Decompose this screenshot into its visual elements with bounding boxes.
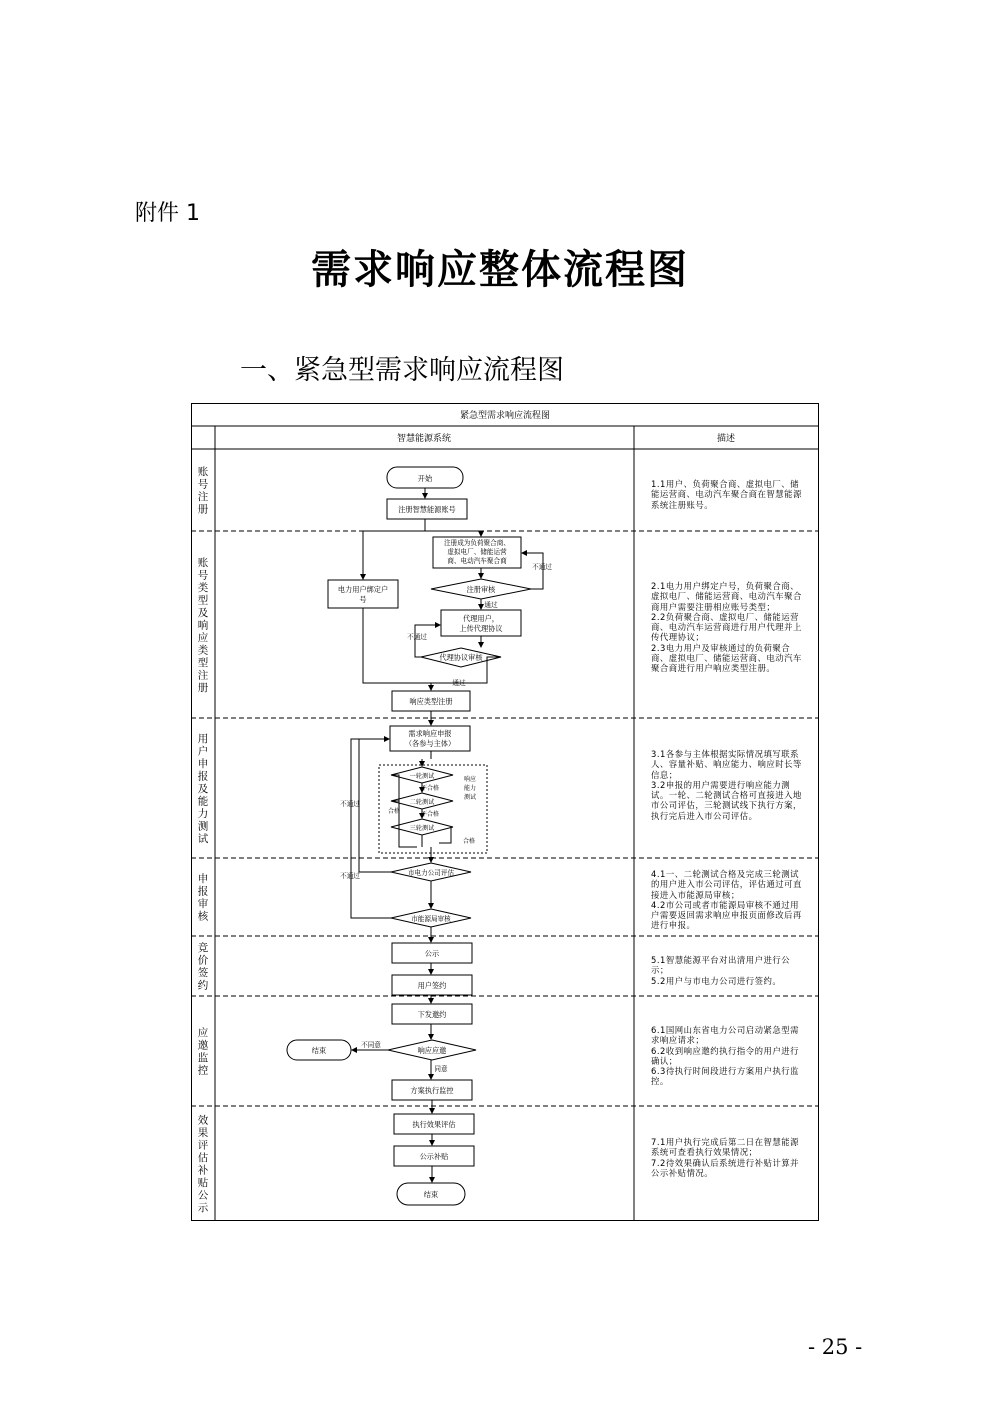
lane-label-2: 用户申报及能力测试 xyxy=(197,732,209,845)
desc-line: 5.1智慧能源平台对出清用户进行公示； xyxy=(651,955,791,976)
demand-declare-label-2: （各参与主体） xyxy=(404,739,456,748)
column-header-system: 智慧能源系统 xyxy=(396,434,452,444)
table-title: 紧急型需求响应流程图 xyxy=(459,411,551,421)
register-pass-label: 通过 xyxy=(484,601,498,609)
proxy-not-pass-label: 不通过 xyxy=(407,633,427,641)
city-eval-label: 市电力公司评估 xyxy=(407,869,455,877)
lane-label-3: 申报审核 xyxy=(197,873,209,923)
test1-label: 一轮测试 xyxy=(409,773,435,780)
capacity-test-label-3: 测试 xyxy=(463,794,477,801)
test2-fail-label: 不合格 xyxy=(420,811,440,818)
lane-label-6: 效果评估补贴公示 xyxy=(197,1114,209,1214)
bind-account-label-2: 号 xyxy=(359,595,367,604)
bind-account-label-1: 电力用户绑定户 xyxy=(337,585,389,594)
column-header-description: 描述 xyxy=(716,434,736,444)
proxy-review-label: 代理协议审核 xyxy=(439,653,483,662)
test2-label: 二轮测试 xyxy=(409,799,435,806)
desc-line: 3.2申报的用户需要进行响应能力测试。一轮、二轮测试合格可直接进入地市公司评估，三轮测试线下执行方案，执行完后进入市公司评估。 xyxy=(651,779,802,821)
lane-label-4: 竞价签约 xyxy=(197,942,209,992)
desc-line: 7.1用户执行完成后第二日在智慧能源系统可查看执行效果情况； xyxy=(651,1137,799,1158)
flowchart-table xyxy=(191,403,819,1221)
desc-bid-sign xyxy=(651,955,807,986)
section-title: 一、紧急型需求响应流程图 xyxy=(240,355,564,386)
disagree-label: 不同意 xyxy=(361,1041,381,1049)
desc-line: 6.1国网山东省电力公司启动紧急型需求响应请求； xyxy=(651,1025,799,1046)
register-not-pass-label: 不通过 xyxy=(532,563,552,571)
desc-declare-test xyxy=(651,749,807,821)
register-as-label-1: 注册成为负荷聚合商、 xyxy=(444,539,510,547)
agree-label: 同意 xyxy=(434,1065,448,1073)
capacity-test-label-2: 能力 xyxy=(463,785,477,792)
desc-line: 2.2负荷聚合商、虚拟电厂、储能运营商、电动汽车运营商进行用户代理并上传代理协议； xyxy=(651,611,802,643)
capacity-test-label-1: 响应 xyxy=(463,776,477,783)
effect-eval-label: 执行效果评估 xyxy=(412,1120,456,1129)
user-sign-label: 用户签约 xyxy=(417,981,447,990)
response-type-register-label: 响应类型注册 xyxy=(409,697,453,706)
desc-line: 6.2收到响应邀约执行指令的用户进行确认； xyxy=(651,1045,799,1066)
issue-invitation-label: 下发邀约 xyxy=(417,1010,447,1019)
register-as-label-3: 商、电动汽车聚合商 xyxy=(447,557,507,565)
publish-subsidy-label: 公示补贴 xyxy=(419,1152,449,1161)
test1-fail-label: 不合格 xyxy=(420,785,440,792)
response-invitation-label: 响应应邀 xyxy=(417,1046,447,1055)
desc-review xyxy=(651,869,807,931)
desc-type-register xyxy=(651,581,807,674)
desc-line: 3.1各参与主体根据实际情况填写联系人、容量补贴、响应能力、响应时长等信息； xyxy=(651,749,802,780)
plan-monitor-label: 方案执行监控 xyxy=(410,1086,454,1095)
desc-line: 7.2待效果确认后系统进行补贴计算并公示补贴情况。 xyxy=(651,1157,799,1178)
desc-line: 6.3待执行时间段进行方案用户执行监控。 xyxy=(651,1066,799,1087)
desc-line: 2.3电力用户及审核通过的负荷聚合商、虚拟电厂、储能运营商、电动汽车聚合商进行用户响应类型注册。 xyxy=(651,642,802,674)
end-reject-label: 结束 xyxy=(311,1046,327,1055)
demand-declare-label-1: 需求响应申报 xyxy=(408,729,452,738)
desc-effect-subsidy xyxy=(651,1137,807,1178)
test-qualified-label-left: 合格 xyxy=(387,808,401,815)
lane-label-0: 账号注册 xyxy=(197,466,209,516)
proxy-pass-label: 通过 xyxy=(452,679,466,687)
city-not-pass-label: 不通过 xyxy=(340,872,360,880)
attachment-label: 附件 1 xyxy=(135,201,200,226)
test3-label: 三轮测试 xyxy=(409,825,435,832)
desc-line: 1.1用户、负荷聚合商、虚拟电厂、储能运营商、电动汽车聚合商在智慧能源系统注册账号。 xyxy=(651,479,802,510)
register-as-label-2: 虚拟电厂、储能运营 xyxy=(447,548,507,556)
document-title: 需求响应整体流程图 xyxy=(311,246,689,293)
start-label: 开始 xyxy=(417,474,433,483)
lane-label-5: 应邀监控 xyxy=(197,1027,209,1077)
proxy-upload-label-2: 上传代理协议 xyxy=(459,624,503,633)
end-label: 结束 xyxy=(423,1190,439,1199)
proxy-upload-label-1: 代理用户， xyxy=(463,614,499,623)
desc-line: 5.2用户与市电力公司进行签约。 xyxy=(651,975,782,986)
desc-invitation-monitor xyxy=(651,1025,807,1087)
register-account-label: 注册智慧能源账号 xyxy=(398,505,456,514)
desc-line: 4.1一、二轮测试合格及完成三轮测试的用户进入市公司评估，评估通过可直接进入市能源局审核； xyxy=(651,869,802,900)
test3-qualified-label: 合格 xyxy=(462,838,476,845)
declare-not-pass-label: 不通过 xyxy=(340,800,360,808)
energy-bureau-review-label: 市能源局审核 xyxy=(411,915,451,923)
desc-account-register xyxy=(651,479,807,510)
register-review-label: 注册审核 xyxy=(466,585,496,594)
desc-line: 2.1电力用户绑定户号，负荷聚合商、虚拟电厂、储能运营商、电动汽车聚合商用户需要注册相应账号类型； xyxy=(651,581,802,612)
publicity-label: 公示 xyxy=(424,949,440,958)
page-number: - 25 - xyxy=(808,1335,863,1359)
lane-label-1: 账号类型及响应类型注册 xyxy=(197,556,209,694)
desc-line: 4.2市公司或者市能源局审核不通过用户需要返回需求响应申报页面修改后再进行申报。 xyxy=(651,899,802,931)
